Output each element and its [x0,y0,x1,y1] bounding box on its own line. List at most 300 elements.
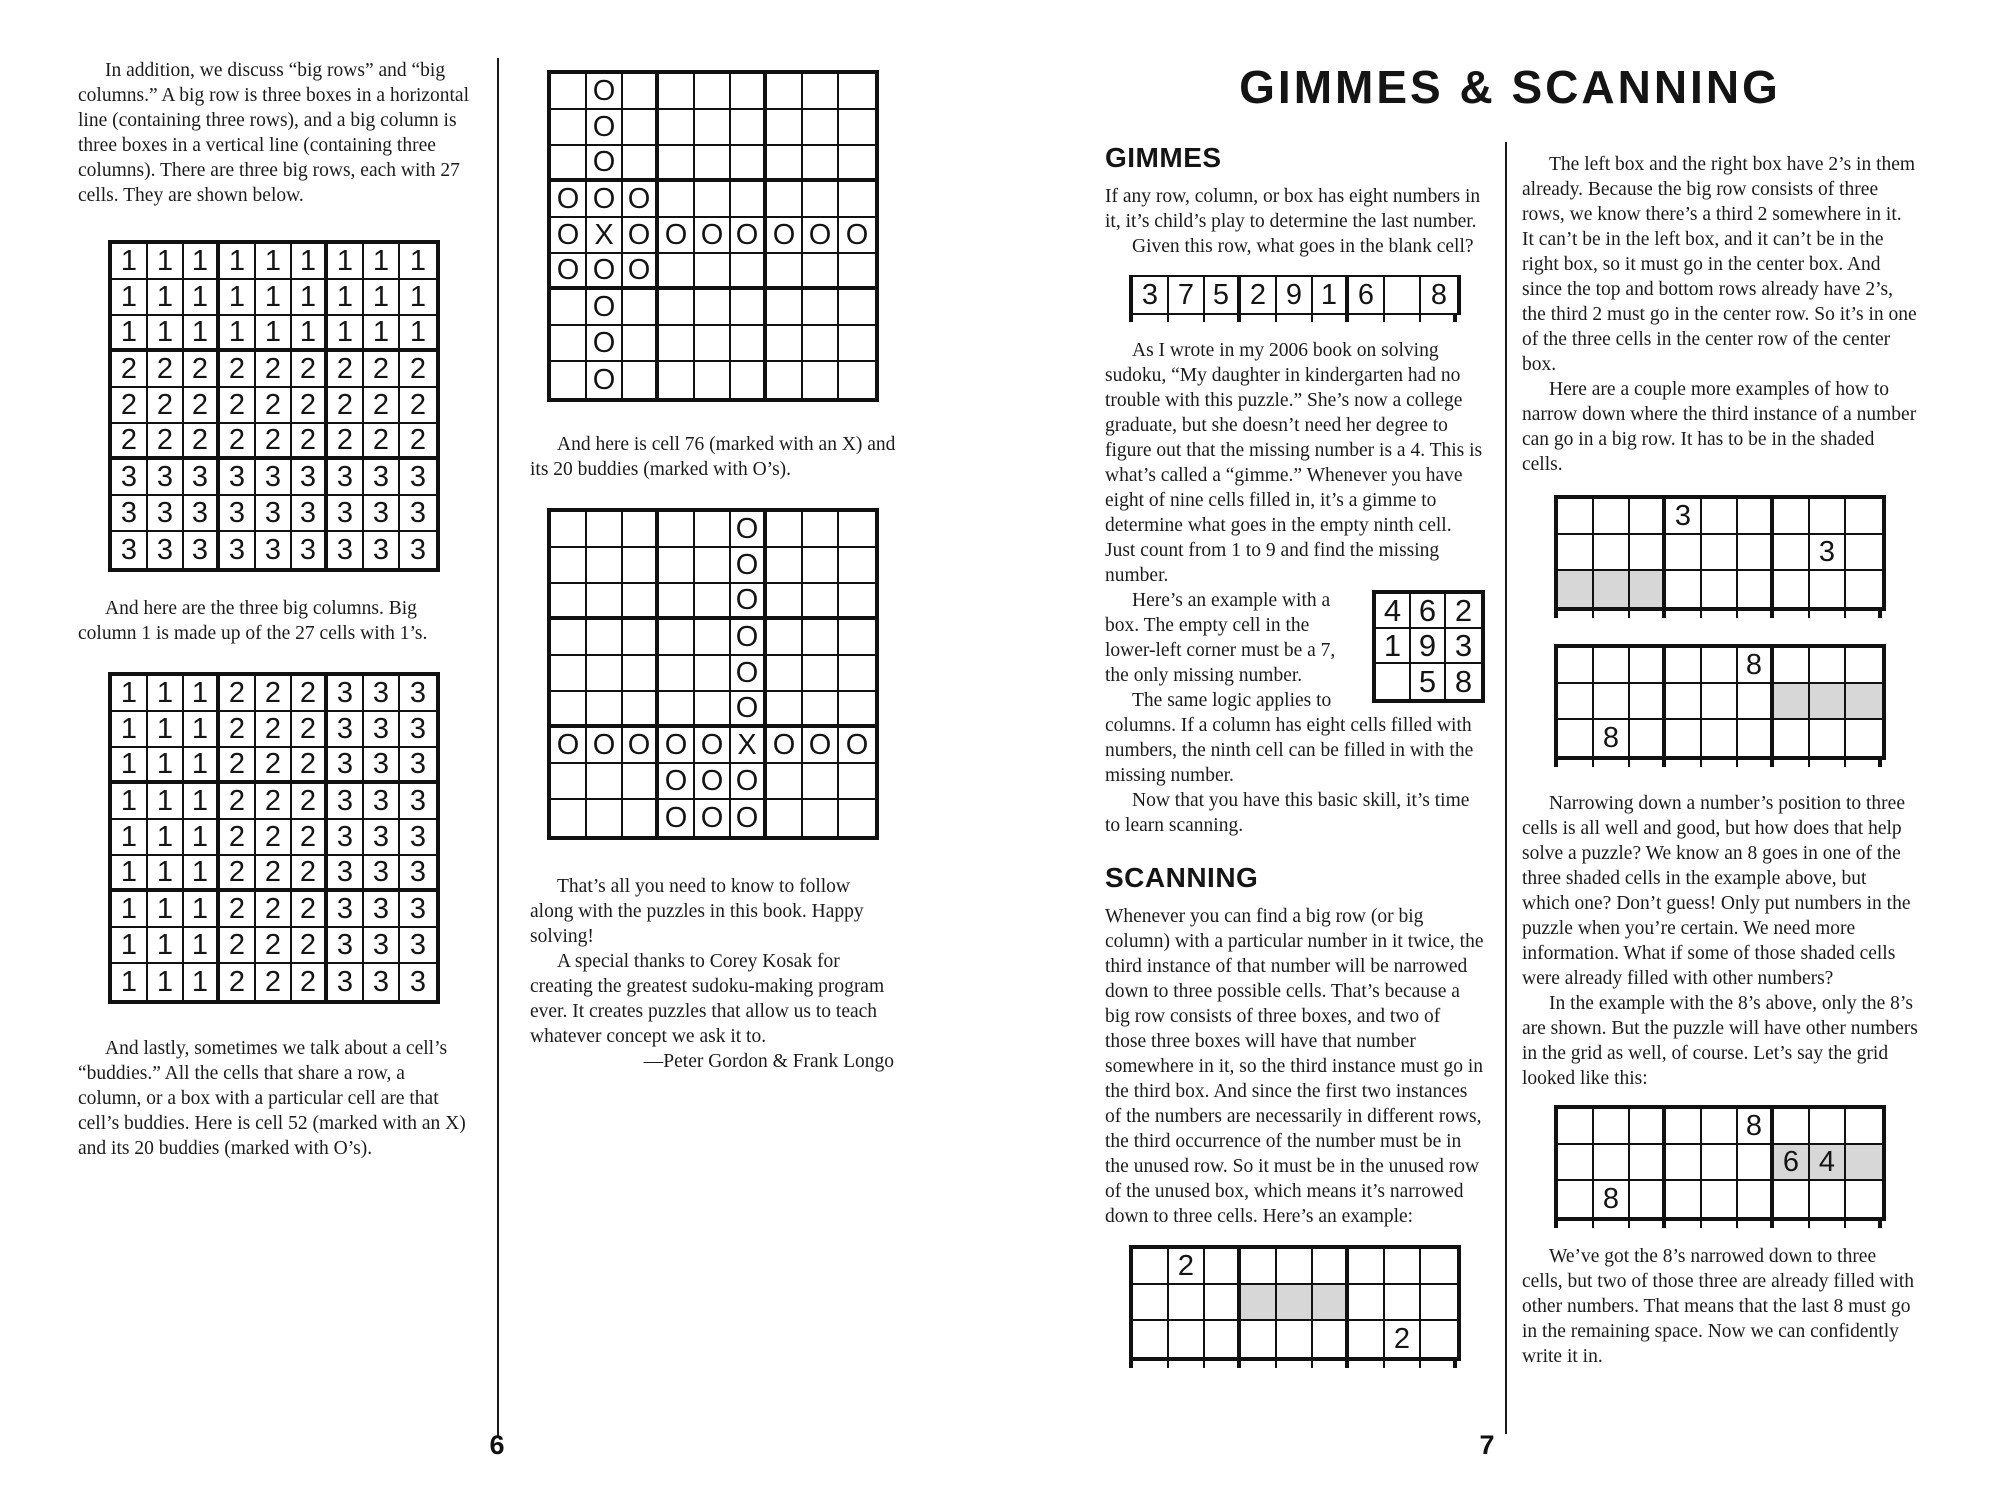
grid-cell [1666,684,1702,720]
grid-cell [623,74,659,110]
grid-cell [839,254,875,290]
grid-cell [731,74,767,110]
grid-cell [551,692,587,728]
grid-cell [623,764,659,800]
grid-cell [1738,720,1774,756]
paragraph-given-row: Given this row, what goes in the blank cell? [1132,236,1474,257]
grid-cell: O [587,110,623,146]
grid-cell [767,512,803,548]
paragraph-box-example: Here’s an example with a box. The empty cell in the lower-left corner must be a 7, the only missing number. [1105,590,1336,686]
grid-continuation-tick [1313,1361,1349,1368]
grid-cell [587,548,623,584]
grid-cell: 1 [184,280,220,316]
grid-cell [1774,720,1810,756]
buddies-76-grid-wrap [530,508,896,840]
grid-cell: 1 [148,316,184,352]
grid-cell [1666,535,1702,571]
grid-cell: 1 [112,280,148,316]
grid-cell: 3 [148,496,184,532]
grid-continuation-tick [1241,315,1277,322]
grid-cell: 3 [409,966,427,998]
grid-cell: O [731,512,767,548]
grid-cell [767,290,803,326]
grid-cell [803,800,839,836]
grid-cell: O [623,218,659,254]
grid-cell: O [551,728,587,764]
grid-cell [839,74,875,110]
grid-cell [1810,648,1846,684]
grid-cell: 1 [184,748,220,784]
grid-cell: 1 [148,280,184,316]
grid-cell [803,692,839,728]
grid-cell: 1 [148,856,184,892]
grid-cell: O [839,218,875,254]
grid-continuation-tick [1133,315,1169,322]
grid-cell [623,326,659,362]
grid-cell: 3 [364,964,400,1000]
grid-cell: 6 [1774,1145,1810,1181]
grid-cell [695,656,731,692]
grid-cell: 3 [1446,629,1481,664]
grid-buddies-cell52 [547,70,879,402]
grid-cell [1846,571,1882,607]
grid-cell [659,74,695,110]
grid-cell: 1 [112,820,148,856]
grid-cell: 3 [400,820,436,856]
grid-cell [1666,571,1702,607]
grid-continuation-tick [1558,611,1594,618]
grid-cell: 2 [256,424,292,460]
grid-cell [1738,535,1774,571]
grid-cell [803,656,839,692]
grid-cell: 2 [292,712,328,748]
grid-continuation-tick [1738,760,1774,767]
big-rows-grid-wrap [78,240,470,572]
grid-cell [695,146,731,182]
grid-cell [551,548,587,584]
grid-cell [767,584,803,620]
grid-continuation-tick [1169,1361,1205,1368]
grid-cell [695,182,731,218]
grid-cell: O [587,146,623,182]
grid-cell: 2 [292,964,328,1000]
grid-cell: 2 [292,424,328,460]
grid-cell: 1 [184,856,220,892]
grid-cell [623,656,659,692]
paragraph-thats-all: That’s all you need to know to follow along with the puzzles in this book. Happy solving! [530,876,864,947]
grid-cell [767,620,803,656]
grid-cell: 3 [328,892,364,928]
grid-cell [1702,648,1738,684]
grid-cell: 6 [1349,277,1385,313]
grid-cell: 2 [1169,1249,1205,1285]
left-page-column-1 [78,58,470,1161]
grid-cell [731,362,767,398]
grid-cell: 2 [148,424,184,460]
grid-cell [1666,1181,1702,1217]
grid-cell [803,74,839,110]
right-page-column-2 [1522,152,1918,1369]
grid-cell [551,290,587,326]
grid-cell: 3 [400,856,436,892]
grid-cell [1702,499,1738,535]
grid-cell [623,512,659,548]
grid-cell [1558,535,1594,571]
grid-cell: 2 [328,424,364,460]
grid-cell [839,584,875,620]
grid-cell: 1 [292,316,328,352]
grid-cell: 2 [112,424,148,460]
grid-cell: 2 [184,424,220,460]
grid-cell: 3 [364,820,400,856]
grid-big-columns [108,672,440,1004]
grid-cell [1810,684,1846,720]
grid-cell [1846,535,1882,571]
grid-cell: 6 [1411,594,1446,629]
grid-cell: 2 [220,892,256,928]
grid-cell: 3 [1666,499,1702,535]
grid-cell: 2 [112,388,148,424]
grid-cell [1774,1181,1810,1217]
grid-cell [1594,684,1630,720]
grid-cell [1738,1145,1774,1181]
grid-cell: 1 [112,748,148,784]
grid-cell [1810,720,1846,756]
grid-cell [1558,571,1594,607]
grid-cell: 8 [1594,1181,1630,1217]
grid-cell [1630,684,1666,720]
grid-cell: 2 [220,964,256,1000]
grid-cell [803,584,839,620]
right-page-column-1 [1105,142,1485,1368]
grid-cell: 3 [364,784,400,820]
grid-continuation-tick [1205,315,1241,322]
grid-cell [1846,1109,1882,1145]
grid-continuation-tick [1738,611,1774,618]
grid-continuation-tick [1594,760,1630,767]
grid-cell: O [767,218,803,254]
grid-cell [1810,1181,1846,1217]
grid-cell [839,182,875,218]
grid-cell [623,362,659,398]
grid-cell [587,620,623,656]
grid-cell [1376,664,1411,699]
paragraph-cell76-caption: And here is cell 76 (marked with an X) and its 20 buddies (marked with O’s). [530,434,896,480]
grid-cell [551,764,587,800]
grid-cell: 1 [148,676,184,712]
grid-cell [767,146,803,182]
grid-cell [1738,571,1774,607]
grid-cell: 1 [220,316,256,352]
grid-cell [839,146,875,182]
section-heading-scanning: SCANNING [1105,862,1259,893]
grid-cell: 1 [364,280,400,316]
grid-cell [1846,720,1882,756]
grid-cell [551,620,587,656]
grid-cell [1241,1285,1277,1321]
grid-cell: 2 [400,424,436,460]
paragraph-big-columns-caption: And here are the three big columns. Big column 1 is made up of the 27 cells with 1’s. [78,598,428,644]
grid-cell [551,110,587,146]
grid-continuation-tick [1846,611,1882,618]
paragraph-scanning-whenever: Whenever you can find a big row (or big column) with a particular number in it twice, the third instance of that number will be narrowed down to three possible cells. That’s because a big row consists of three boxes, and two of those three boxes will have that number somewhere in it, so the third instance must go in the third box. And since the first two instances of the numbers are necessarily in different rows, the third occurrence of the number must be in the unused row. So it must be in the unused row of the unused box, which means it’s narrowed down to three cells. Here’s an example: [1105,906,1484,1227]
grid-cell: 1 [364,244,400,280]
grid-cell: 5 [1205,277,1241,313]
grid-cell: 3 [328,496,364,532]
grid-cell [767,692,803,728]
grid-cell [839,764,875,800]
grid-cell [1810,1109,1846,1145]
grid-cell: 3 [364,892,400,928]
grid-cell: 1 [112,712,148,748]
grid-continuation-tick [1666,611,1702,618]
grid-cell [1702,535,1738,571]
gimme-box-grid-wrap [1372,590,1485,703]
grid-cell [839,692,875,728]
grid-cell [767,326,803,362]
grid-continuation-tick [1702,760,1738,767]
paragraph-weve-got: We’ve got the 8’s narrowed down to three cells, but two of those three are already filled with other numbers. That means that the last 8 must go in the remaining space. Now we can confidently write it in. [1522,1246,1915,1367]
grid-cell [1349,1285,1385,1321]
grid-cell [587,584,623,620]
grid-cell: O [587,728,623,764]
grid-cell: 1 [184,928,220,964]
grid-cell: 1 [148,784,184,820]
grid-continuation-tick [1421,1361,1457,1368]
grid-cell [1133,1321,1169,1357]
grid-cell [1846,1181,1882,1217]
grid-cell: 1 [112,784,148,820]
grid-cell: 2 [364,388,400,424]
grid-cell: 8 [1454,663,1473,699]
grid-cell [1313,1285,1349,1321]
grid-cell [1349,1249,1385,1285]
grid-cell: O [731,764,767,800]
grid-cell [1774,1109,1810,1145]
grid-cell: O [623,254,659,290]
grid-continuation-tick [1313,315,1349,322]
grid-cell [695,74,731,110]
grid-cell [1666,1145,1702,1181]
grid-cell [551,326,587,362]
grid-cell [1774,535,1810,571]
grid-cell: O [803,218,839,254]
grid-cell: O [695,764,731,800]
grid-cell [803,110,839,146]
grid-cell: 1 [184,784,220,820]
grid-cell: 3 [112,532,148,568]
grid-cell [1846,499,1882,535]
grid-continuation-tick [1421,315,1457,322]
grid-cell: O [587,254,623,290]
grid-cell: O [551,218,587,254]
grid-cell: 2 [256,388,292,424]
grid-cell: 4 [1376,594,1411,629]
grid-continuation-tick [1774,760,1810,767]
grid-cell [1169,1321,1205,1357]
grid-gimme-box [1372,590,1485,703]
grid-cell: O [839,728,875,764]
grid-cell [587,656,623,692]
grid-continuation-tick [1385,315,1421,322]
grid-cell: O [695,218,731,254]
grid-cell: 1 [112,244,148,280]
grid-cell [695,620,731,656]
grid-cell: 3 [256,496,292,532]
grid-cell: 1 [184,892,220,928]
grid-cell [1774,499,1810,535]
grid-cell: 1 [184,244,220,280]
grid-cell: O [551,254,587,290]
grid-cell [551,74,587,110]
grid-cell [551,512,587,548]
grid-cell: 1 [220,244,256,280]
grid-continuation-tick [1630,1221,1666,1228]
grid-cell: O [695,728,731,764]
grid-cell [1774,684,1810,720]
grid-cell [1594,571,1630,607]
grid-cell: 2 [256,964,292,1000]
grid-cell: O [659,800,695,836]
grid-cell [1421,1321,1457,1357]
grid-cell [587,800,623,836]
grid-cell [659,512,695,548]
grid-cell: 2 [220,388,256,424]
grid-cell: 3 [328,676,364,712]
grid-cell [587,512,623,548]
grid-cell [1205,1321,1241,1357]
grid-cell: 3 [364,928,400,964]
grid-cell: 2 [148,388,184,424]
grid-cell: 3 [328,856,364,892]
grid-cell: 1 [184,964,220,1000]
grid-continuation-tick [1630,760,1666,767]
grid-cell [695,254,731,290]
grid-cell: 3 [400,784,436,820]
grid-cell: 3 [328,784,364,820]
grid-cell [1846,684,1882,720]
grid-cell [695,362,731,398]
grid-cell: 2 [148,352,184,388]
grid-cell [695,110,731,146]
grid-cell [623,548,659,584]
grid-cell [1702,571,1738,607]
grid-continuation-tick [1277,315,1313,322]
grid-cell [623,146,659,182]
grid-cell [731,146,767,182]
grid-cell: 1 [400,316,436,352]
grid-cell: 2 [1241,277,1277,313]
grid-cell: 3 [328,928,364,964]
grid-continuation-tick [1810,611,1846,618]
grid-cell [1702,720,1738,756]
grid-cell: 1 [148,820,184,856]
grid-cell [1630,648,1666,684]
grid-cell [1558,1109,1594,1145]
grid-big-rows [108,240,440,572]
grid-cell: 2 [292,676,328,712]
grid-cell: O [731,620,767,656]
grid-cell: 9 [1277,277,1313,313]
grid-cell [695,692,731,728]
grid-cell: 3 [400,676,436,712]
grid-cell: 2 [256,352,292,388]
grid-cell [1630,720,1666,756]
grid-continuation-tick [1349,315,1385,322]
grid-cell [1630,571,1666,607]
grid-cell [1630,1181,1666,1217]
grid-cell: O [731,800,767,836]
page-number-right: 7 [1479,1430,1495,1460]
grid-cell: 3 [400,748,436,784]
grid-continuation-tick [1594,611,1630,618]
grid-cell: 3 [220,460,256,496]
grid-continuation-tick [1702,1221,1738,1228]
grid-cell [1810,499,1846,535]
grid-cell: 2 [292,784,328,820]
grid-cell [1702,1145,1738,1181]
grid-cell [551,146,587,182]
grid-cell: 2 [220,820,256,856]
grid-continuation-tick [1594,1221,1630,1228]
grid-cell [659,110,695,146]
grid-continuation-tick [1702,611,1738,618]
grid-cell [803,764,839,800]
grid-continuation-tick [1846,760,1882,767]
grid-cell [623,692,659,728]
grid-cell: O [551,182,587,218]
grid-cell [1277,1321,1313,1357]
grid-cell [803,182,839,218]
grid-cell: 2 [256,676,292,712]
grid-cell: 2 [220,928,256,964]
paragraph-as-i-wrote: As I wrote in my 2006 book on solving sudoku, “My daughter in kindergarten had no trouble with this puzzle.” She’s now a college graduate, but she doesn’t need her degree to figure out that the missing number is a 4. This is what’s called a “gimme.” Whenever you have eight of nine cells filled in, it’s a gimme to determine what goes in the empty ninth cell. Just count from 1 to 9 and find the missing number. [1105,340,1483,586]
grid-cell: 1 [292,280,328,316]
grid-cell: 3 [364,496,400,532]
grid-cell: 2 [364,352,400,388]
grid-cell: 1 [112,316,148,352]
paragraph-buddies: And lastly, sometimes we talk about a cell’s “buddies.” All the cells that share a row, a column, or a box with a particular cell are that cell’s buddies. Here is cell 52 (marked with an X) and its 20 buddies (marked with O’s). [78,1038,466,1159]
grid-cell [1630,499,1666,535]
grid-cell: 3 [400,496,436,532]
grid-cell: X [731,728,767,764]
grid-cell: O [623,182,659,218]
left-page-column-divider [497,58,499,1438]
grid-cell [803,254,839,290]
grid-cell: 1 [328,316,364,352]
grid-cell: X [587,218,623,254]
grid-cell: 3 [1810,535,1846,571]
grid-cell: 2 [220,712,256,748]
paragraph-left-box: The left box and the right box have 2’s in them already. Because the big row consists of three rows, we know there’s a third 2 somewhere in it. It can’t be in the left box, and it can’t be in the right box, so it must go in the center box. And since the top and bottom rows already have 2’s, the third 2 must go in the center row. So it’s in one of the three cells in the center row of the center box. [1522,154,1917,375]
grid-continuation-tick [1630,611,1666,618]
grid-cell: 3 [364,748,400,784]
grid-cell: 2 [184,352,220,388]
grid-cell: 3 [148,460,184,496]
grid-cell: 2 [292,388,328,424]
grid-cell: 2 [256,856,292,892]
grid-cell: O [731,218,767,254]
grid-cell [1594,1109,1630,1145]
section-heading-gimmes: GIMMES [1105,142,1222,173]
grid-cell [767,362,803,398]
grid-cell: O [587,362,623,398]
grid-cell: 8 [1738,648,1774,684]
grid-continuation-tick [1133,1361,1169,1368]
grid-cell [587,764,623,800]
grid-cell [1241,1249,1277,1285]
grid-cell [1666,648,1702,684]
